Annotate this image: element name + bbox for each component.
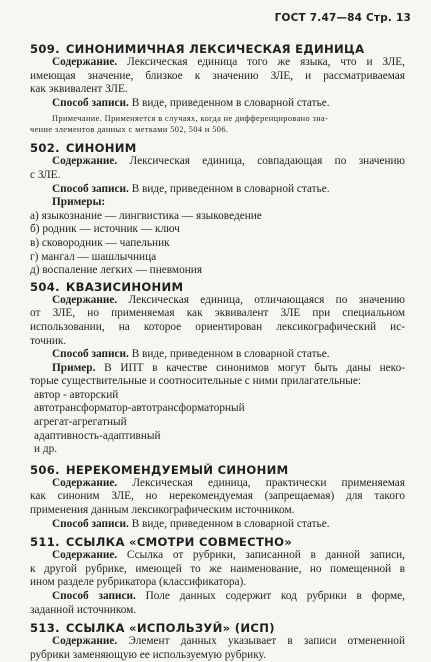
- content-line: точник.: [30, 334, 67, 347]
- section-number: 513.: [30, 621, 60, 636]
- word-pair: автор - авторский: [34, 388, 119, 401]
- section-513-heading: [30, 621, 405, 635]
- content-line: Содержание. Лексическая единица, практически применяемая: [52, 476, 405, 489]
- word-pair: агрегат-агрегатный: [34, 416, 127, 429]
- content-line: к другой рубрике, имеющей то же наименование, но помещенной в: [30, 562, 405, 575]
- method-label: Способ записи.: [52, 590, 136, 602]
- method-line: Способ записи. В виде, приведенном в словарной статье.: [52, 348, 330, 361]
- note-line: Примечание. Применяется в случаях, когда не дифференцировано зна-: [52, 114, 329, 124]
- method-label: Способ записи.: [52, 96, 129, 109]
- word-pair: и др.: [34, 443, 58, 456]
- page-content: [30, 42, 405, 662]
- word-pair: автотрансформатор-автотрансформаторный: [34, 402, 245, 415]
- example-line: торые существительные и соотносительные с ними прилагательные:: [30, 375, 362, 388]
- example-item: б) родник — источник — ключ: [30, 223, 180, 236]
- content-line: Содержание. Ссылка от рубрики, записанной в данной записи,: [52, 549, 406, 562]
- content-label: Содержание.: [52, 476, 118, 489]
- content-line: применения данным лексикографическим источником.: [30, 504, 295, 517]
- example-item: г) мангал — шашлычница: [30, 250, 157, 263]
- content-label: Содержание.: [52, 635, 118, 648]
- section-title: НЕРЕКОМЕНДУЕМЫЙ СИНОНИМ: [65, 462, 289, 477]
- section-title: КВАЗИСИНОНИМ: [65, 279, 184, 294]
- method-line: заданной источником.: [30, 603, 137, 616]
- page-header: ГОСТ 7.47—84 Стр. 13: [274, 12, 411, 24]
- content-line: Содержание. Лексическая единица, отличающаяся по значению: [52, 293, 405, 306]
- section-509-heading: [30, 42, 405, 56]
- section-504-heading: [30, 280, 405, 294]
- content-line: Содержание. Лексическая единица, совпадающая по значению: [52, 155, 405, 168]
- method-label: Способ записи.: [52, 348, 129, 361]
- section-title: ССЫЛКА «ИСПОЛЬЗУЙ» (ИСП): [65, 621, 275, 636]
- section-title: СИНОНИМ: [65, 141, 137, 156]
- method-line: Способ записи. В виде, приведенном в словарной статье.: [52, 182, 330, 195]
- note-line: чение элементов данных с метками 502, 504 и 506.: [30, 125, 229, 135]
- section-506-heading: [30, 463, 405, 477]
- content-line: имеющая значение, близкое к значению ЗЛЕ, и рассматриваемая: [30, 69, 405, 82]
- example-item: д) воспаление легких — пневмония: [30, 264, 203, 277]
- content-line: от ЗЛЕ, но применяемая как эквивалент ЗЛЕ при специальном: [30, 307, 405, 320]
- example-item: а) языкознание — лингвистика — языковедение: [30, 209, 262, 222]
- section-number: 504.: [30, 279, 60, 294]
- method-label: Способ записи.: [52, 182, 129, 195]
- content-line: Содержание. Элемент данных указывает в записи отмененной: [52, 635, 405, 648]
- content-label: Содержание.: [52, 56, 118, 68]
- content-label: Содержание.: [52, 549, 118, 562]
- method-label: Способ записи.: [52, 517, 129, 530]
- section-title: ССЫЛКА «СМОТРИ СОВМЕСТНО»: [65, 535, 293, 550]
- content-line: рубрики заменяющую ее используемую рубрику.: [30, 648, 266, 661]
- content-line: как синоним ЗЛЕ, но нерекомендуемая (запрещаемая) для такого: [30, 490, 405, 503]
- word-pair: адаптивность-адаптивный: [34, 429, 161, 442]
- section-number: 509.: [30, 42, 60, 56]
- example-line: Пример. В ИПТ в качестве синонимов могут быть даны неко-: [52, 361, 405, 374]
- content-line: использовании, на которое ориентирован лексикографический ис-: [30, 320, 405, 333]
- example-item: в) сковородник — чапельник: [30, 236, 170, 249]
- section-511-heading: [30, 535, 405, 549]
- section-number: 502.: [30, 141, 60, 156]
- section-number: 506.: [30, 462, 60, 477]
- method-line: Способ записи. В виде, приведенном в словарной статье.: [52, 96, 330, 109]
- content-line: как эквивалент ЗЛЕ.: [30, 83, 128, 96]
- content-line: Содержание. Лексическая единица того же языка, что и ЗЛЕ,: [52, 56, 405, 68]
- section-number: 511.: [30, 535, 60, 550]
- content-line: с ЗЛЕ.: [30, 168, 61, 181]
- section-502-heading: [30, 141, 405, 155]
- content-label: Содержание.: [52, 293, 118, 306]
- content-line: ином разделе рубрикатора (классификатора).: [30, 576, 247, 589]
- method-line: Способ записи. В виде, приведенном в словарной статье.: [52, 517, 330, 530]
- content-label: Содержание.: [52, 155, 118, 168]
- method-line: Способ записи. Поле данных содержит код рубрики в форме,: [52, 590, 406, 602]
- examples-label: Примеры:: [52, 196, 106, 209]
- example-label: Пример.: [52, 361, 96, 374]
- section-title: СИНОНИМИЧНАЯ ЛЕКСИЧЕСКАЯ ЕДИНИЦА: [65, 42, 365, 56]
